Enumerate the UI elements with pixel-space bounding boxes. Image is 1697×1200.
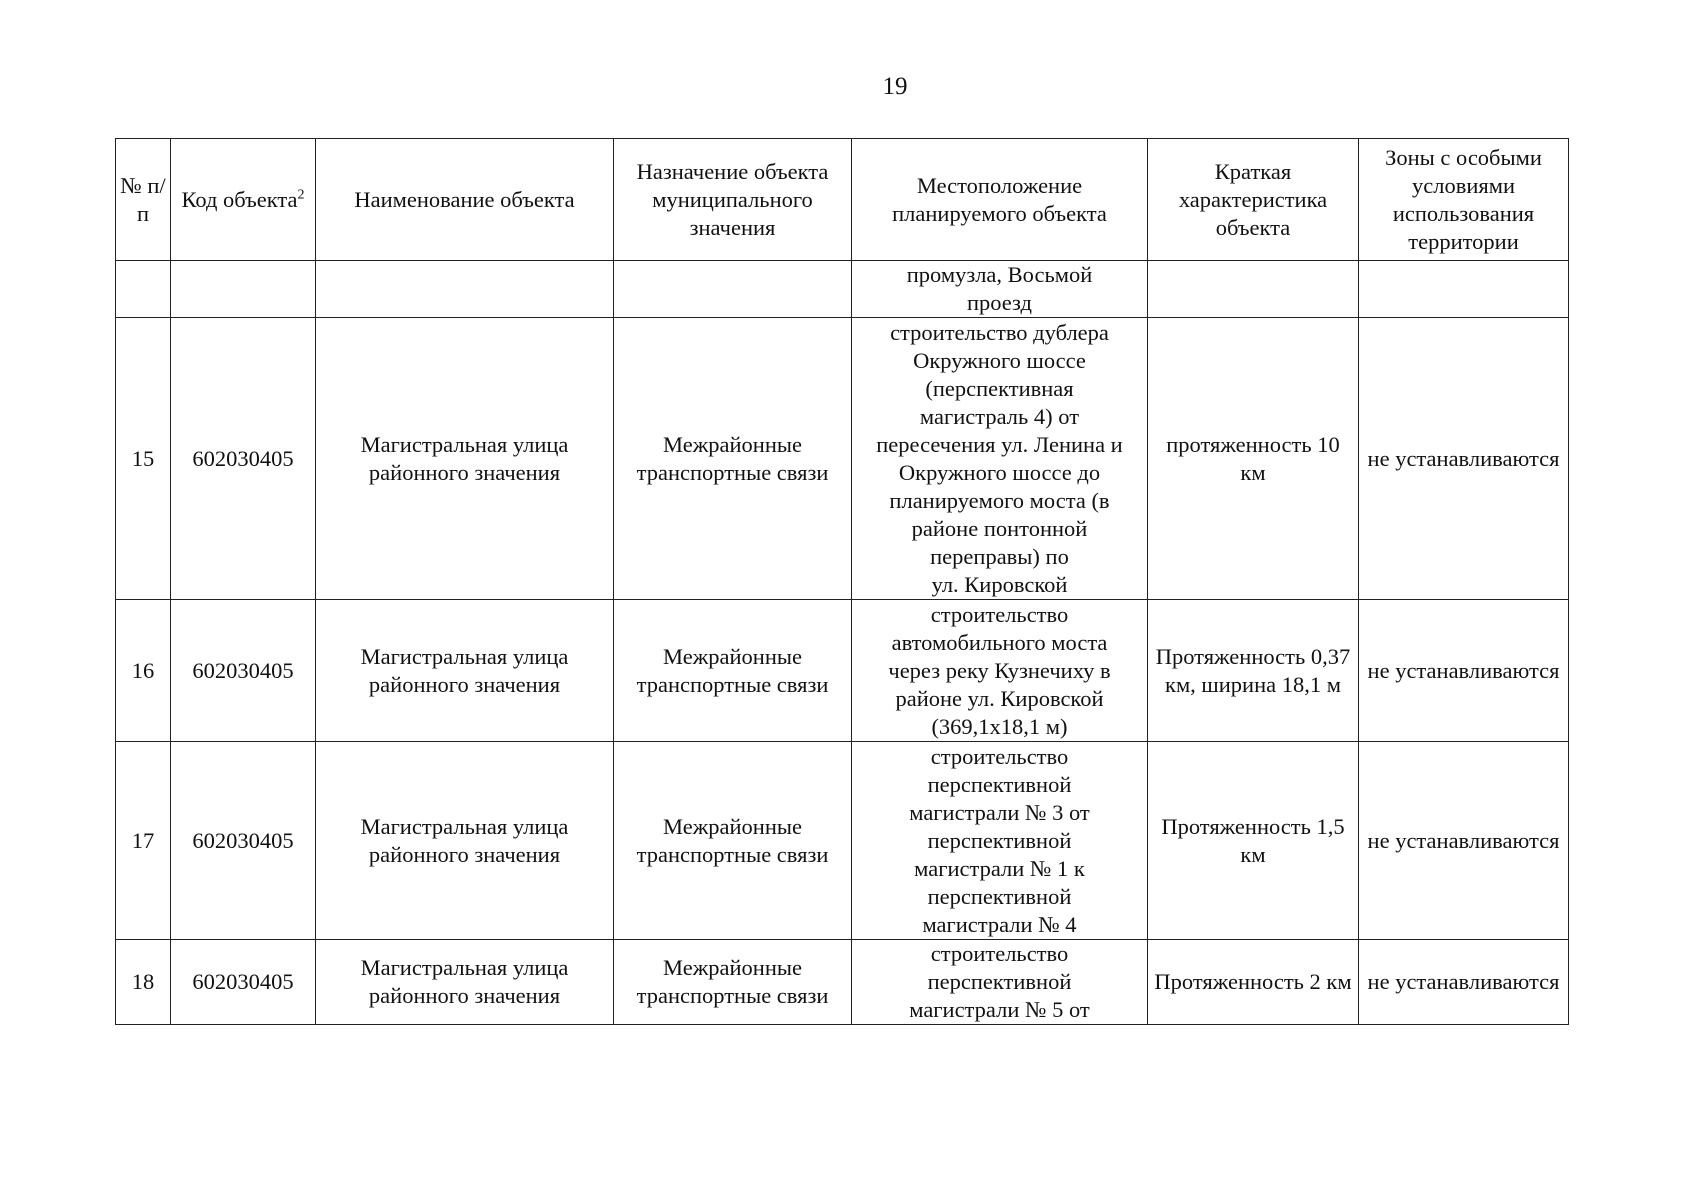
- cell-purpose: Межрайонные транспортные связи: [614, 318, 852, 600]
- header-characteristic: Краткая характеристика объекта: [1148, 139, 1359, 261]
- header-code-label: Код объекта: [181, 186, 298, 212]
- header-num: № п/п: [116, 139, 171, 261]
- cell-zones: не устанавливаются: [1359, 940, 1569, 1025]
- cell-zones: [1359, 261, 1569, 318]
- cell-num: 15: [116, 318, 171, 600]
- table-row: [116, 742, 1569, 940]
- cell-name: Магистральная улица районного значения: [316, 742, 614, 940]
- cell-num: 18: [116, 940, 171, 1025]
- header-code: [171, 139, 316, 261]
- cell-characteristic: Протяженность 1,5 км: [1148, 742, 1359, 940]
- cell-location: промузла, Восьмой проезд: [852, 261, 1148, 318]
- header-zones: Зоны с особыми условиями использования территории: [1359, 139, 1569, 261]
- cell-num: [116, 261, 171, 318]
- cell-zones: не устанавливаются: [1359, 318, 1569, 600]
- cell-name: Магистральная улица районного значения: [316, 600, 614, 742]
- cell-code: [171, 261, 316, 318]
- cell-code: 602030405: [171, 940, 316, 1025]
- header-code-footnote: 2: [297, 187, 305, 202]
- cell-location: строительство автомобильного моста через реку Кузнечиху в районе ул. Кировской (369,1х18,1 м): [852, 600, 1148, 742]
- cell-code: 602030405: [171, 742, 316, 940]
- page-number: 19: [882, 73, 908, 100]
- cell-characteristic: Протяженность 2 км: [1148, 940, 1359, 1025]
- table-row: [116, 600, 1569, 742]
- cell-name: [316, 261, 614, 318]
- cell-code: 602030405: [171, 600, 316, 742]
- table-row-continuation: [116, 261, 1569, 318]
- cell-purpose: [614, 261, 852, 318]
- cell-zones: не устанавливаются: [1359, 600, 1569, 742]
- cell-characteristic: протяженность 10 км: [1148, 318, 1359, 600]
- header-name: Наименование объекта: [316, 139, 614, 261]
- cell-purpose: Межрайонные транспортные связи: [614, 742, 852, 940]
- table-header-row: [116, 139, 1569, 261]
- cell-purpose: Межрайонные транспортные связи: [614, 940, 852, 1025]
- cell-name: Магистральная улица районного значения: [316, 940, 614, 1025]
- table-row: [116, 940, 1569, 1025]
- cell-location: строительство перспективной магистрали № 3 от перспективной магистрали № 1 к перспективной магистрали № 4: [852, 742, 1148, 940]
- table-row: [116, 318, 1569, 600]
- cell-characteristic: Протяженность 0,37 км, ширина 18,1 м: [1148, 600, 1359, 742]
- cell-num: 16: [116, 600, 171, 742]
- cell-purpose: Межрайонные транспортные связи: [614, 600, 852, 742]
- header-location: Местоположение планируемого объекта: [852, 139, 1148, 261]
- objects-table: [115, 138, 1569, 1025]
- cell-num: 17: [116, 742, 171, 940]
- cell-code: 602030405: [171, 318, 316, 600]
- cell-zones: не устанавливаются: [1359, 742, 1569, 940]
- cell-location: строительство дублера Окружного шоссе (перспективная магистраль 4) от пересечения ул. Ленина и Окружного шоссе до планируемого моста (в районе понтонной переправы) по ул. Кировской: [852, 318, 1148, 600]
- cell-characteristic: [1148, 261, 1359, 318]
- cell-name: Магистральная улица районного значения: [316, 318, 614, 600]
- header-purpose: Назначение объекта муниципального значения: [614, 139, 852, 261]
- cell-location: строительство перспективной магистрали № 5 от: [852, 940, 1148, 1025]
